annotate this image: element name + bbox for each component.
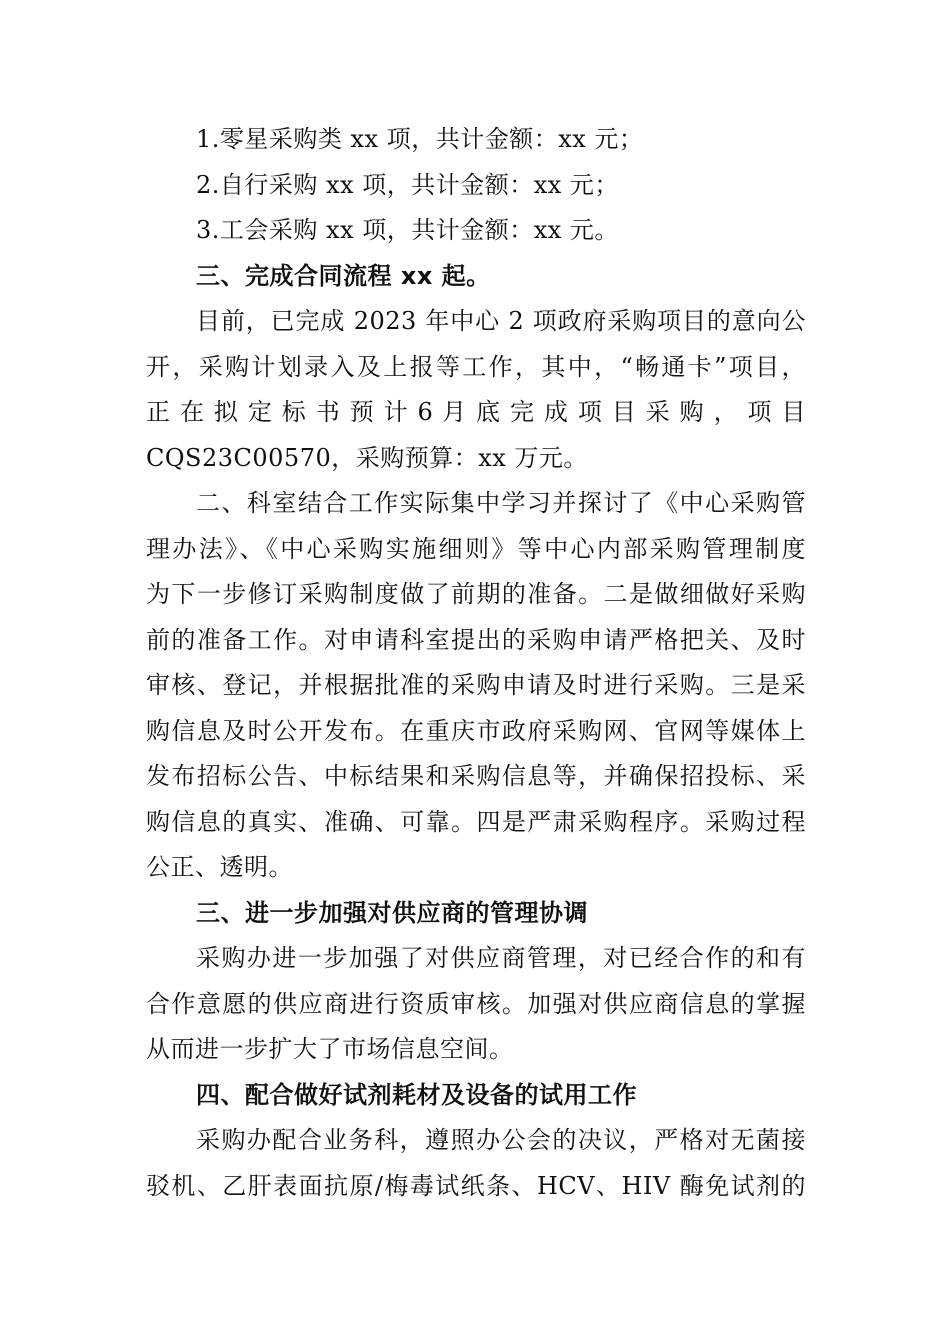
list-item-2: 2.自行采购 xx 项，共计金额：xx 元； <box>196 170 619 199</box>
paragraph-line: 合作意愿的供应商进行资质审核。加强对供应商信息的掌握 <box>146 989 806 1018</box>
paragraph-line: 购信息的真实、准确、可靠。四是严肃采购程序。采购过程 <box>146 807 806 836</box>
paragraph-line: 正 在 拟 定 标 书 预 计 6 月 底 完 成 项 目 采 购 ， 项 目 <box>146 398 806 426</box>
paragraph-line: 采购办进一步加强了对供应商管理，对已经合作的和有 <box>196 944 806 972</box>
paragraph-line: CQS23C00570，采购预算：xx 万元。 <box>146 443 588 472</box>
section-heading-suppliers: 三、进一步加强对供应商的管理协调 <box>196 898 588 927</box>
list-item-1: 1.零星采购类 xx 项，共计金额：xx 元； <box>196 125 644 153</box>
paragraph-line: 目前，已完成 2023 年中心 2 项政府采购项目的意向公 <box>196 307 806 335</box>
document-page <box>146 117 806 1209</box>
paragraph-line: 开，采购计划录入及上报等工作，其中，“畅通卡”项目， <box>146 352 806 381</box>
section-heading-trials: 四、配合做好试剂耗材及设备的试用工作 <box>196 1080 637 1109</box>
section-heading-contracts: 三、完成合同流程 xx 起。 <box>196 261 491 290</box>
paragraph-line: 驳机、乙肝表面抗原/梅毒试纸条、HCV、HIV 酶免试剂的 <box>146 1171 806 1200</box>
paragraph-line: 公正、透明。 <box>146 853 293 881</box>
paragraph-line: 从而进一步扩大了市场信息空间。 <box>146 1035 514 1063</box>
paragraph-line: 购信息及时公开发布。在重庆市政府采购网、官网等媒体上 <box>146 716 806 745</box>
paragraph-line: 发布招标公告、中标结果和采购信息等，并确保招投标、采 <box>146 762 806 790</box>
paragraph-line: 前的准备工作。对申请科室提出的采购申请严格把关、及时 <box>146 625 806 654</box>
paragraph-line: 采购办配合业务科，遵照办公会的决议，严格对无菌接 <box>196 1126 806 1154</box>
paragraph-line: 理办法》、《中心采购实施细则》等中心内部采购管理制度 <box>146 534 806 563</box>
list-item-3: 3.工会采购 xx 项，共计金额：xx 元。 <box>196 216 619 244</box>
paragraph-line: 为下一步修订采购制度做了前期的准备。二是做细做好采购 <box>146 580 806 608</box>
paragraph-line: 审核、登记，并根据批准的采购申请及时进行采购。三是采 <box>146 671 806 699</box>
paragraph-line: 二、科室结合工作实际集中学习并探讨了《中心采购管 <box>196 489 806 517</box>
